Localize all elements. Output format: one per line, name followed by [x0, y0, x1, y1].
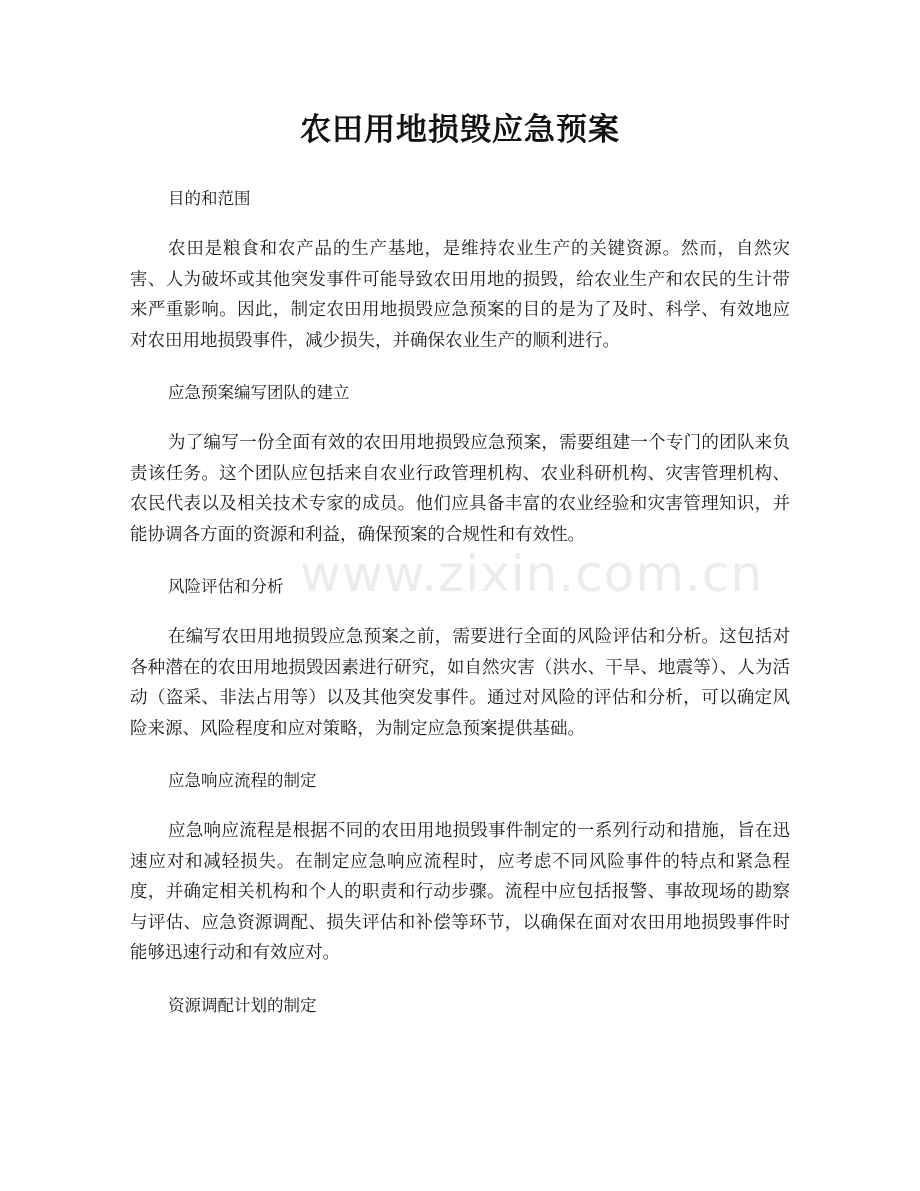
section-paragraph: 农田是粮食和农产品的生产基地，是维持农业生产的关键资源。然而，自然灾害、人为破坏或其他突发事件可能导致农田用地的损毁，给农业生产和农民的生计带来严重影响。因此，制定农田用地损毁应急预案的目的是为了及时、科学、有效地应对农田用地损毁事件，减少损失，并确保农业生产的顺利进行。: [130, 239, 790, 351]
document-body: [130, 182, 790, 1041]
section-heading: 目的和范围: [168, 189, 251, 208]
section-heading: 风险评估和分析: [168, 577, 284, 596]
section-paragraph: 为了编写一份全面有效的农田用地损毁应急预案，需要组建一个专门的团队来负责该任务。这个团队应包括来自农业行政管理机构、农业科研机构、灾害管理机构、农民代表以及相关技术专家的成员。他们应具备丰富的农业经验和灾害管理知识，并能协调各方面的资源和利益，确保预案的合规性和有效性。: [130, 433, 790, 545]
document-title: 农田用地损毁应急预案: [300, 112, 620, 148]
section-heading: 资源调配计划的制定: [168, 995, 317, 1015]
watermark: www.zixin.com.cn: [300, 545, 764, 603]
section-heading: 应急预案编写团队的建立: [168, 383, 350, 402]
section-paragraph: 在编写农田用地损毁应急预案之前，需要进行全面的风险评估和分析。这包括对各种潜在的农田用地损毁因素进行研究，如自然灾害（洪水、干旱、地震等）、人为活动（盗采、非法占用等）以及其他突发事件。通过对风险的评估和分析，可以确定风险来源、风险程度和应对策略，为制定应急预案提供基础。: [130, 627, 790, 739]
section-paragraph: 应急响应流程是根据不同的农田用地损毁事件制定的一系列行动和措施，旨在迅速应对和减轻损失。在制定应急响应流程时，应考虑不同风险事件的特点和紧急程度，并确定相关机构和个人的职责和行动步骤。流程中应包括报警、事故现场的勘察与评估、应急资源调配、损失评估和补偿等环节，以确保在面对农田用地损毁事件时能够迅速行动和有效应对。: [130, 821, 790, 963]
section-heading: 应急响应流程的制定: [168, 771, 317, 790]
